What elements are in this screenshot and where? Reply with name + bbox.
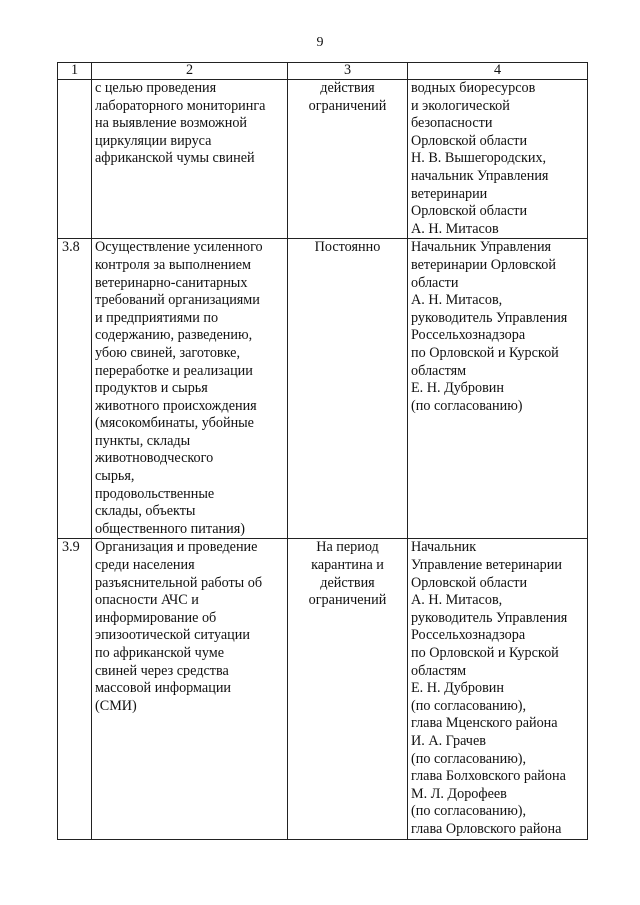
text-line: общественного питания) xyxy=(95,520,245,537)
text-line: глава Мценского района xyxy=(411,715,558,732)
text-line: Россельхознадзора xyxy=(411,327,526,344)
text-line: требований организациями xyxy=(95,292,260,309)
activity-cell xyxy=(92,80,288,239)
text-line: Начальник Управления xyxy=(411,239,552,256)
table-row xyxy=(58,539,588,839)
responsible-cell xyxy=(408,539,588,839)
text-line: ветеринарии xyxy=(411,185,488,202)
column-header: 1 xyxy=(58,63,92,80)
text-line: по африканской чуме xyxy=(95,645,224,661)
text-line: А. Н. Митасов, xyxy=(411,292,503,309)
text-line: разъяснительной работы об xyxy=(95,574,263,591)
text-line: опасности АЧС и xyxy=(95,592,199,609)
text-line: сырья, xyxy=(95,468,135,485)
text-line: и экологической xyxy=(411,97,510,114)
text-line: действия xyxy=(320,574,375,591)
text-line: убою свиней, заготовке, xyxy=(95,344,240,361)
item-number xyxy=(58,80,92,239)
text-line: (по согласованию), xyxy=(411,697,527,714)
text-line: Россельхознадзора xyxy=(411,627,526,644)
text-line: циркуляции вируса xyxy=(95,132,212,149)
column-header: 3 xyxy=(288,63,408,80)
text-line: областям xyxy=(411,362,467,379)
text-line: А. Н. Митасов, xyxy=(411,592,503,609)
text-line: М. Л. Дорофеев xyxy=(411,785,507,802)
text-line: начальник Управления xyxy=(411,167,549,184)
text-line: по Орловской и Курской xyxy=(411,344,559,361)
text-line: Н. В. Вышегородских, xyxy=(411,150,547,167)
text-line: продовольственные xyxy=(95,485,215,502)
text-line: Постоянно xyxy=(314,239,381,256)
text-line: ветеринарно-санитарных xyxy=(95,274,248,291)
text-line: содержанию, разведению, xyxy=(95,327,253,344)
text-line: пункты, склады xyxy=(95,432,191,449)
text-line: (мясокомбинаты, убойные xyxy=(95,415,254,432)
column-header: 4 xyxy=(408,63,588,80)
activity-cell xyxy=(92,539,288,839)
text-line: руководитель Управления xyxy=(411,609,568,626)
text-line: информирование об xyxy=(95,609,217,626)
text-line: Е. Н. Дубровин xyxy=(411,680,504,697)
text-line: продуктов и сырья xyxy=(95,380,208,397)
text-line: (по согласованию), xyxy=(411,803,527,820)
text-line: ограничений xyxy=(308,97,387,114)
item-number: 3.9 xyxy=(58,539,92,839)
text-line: А. Н. Митасов xyxy=(411,220,499,237)
text-line: свиней через средства xyxy=(95,662,229,679)
text-line: эпизоотической ситуации xyxy=(95,627,250,644)
text-line: области xyxy=(411,274,459,291)
table-row xyxy=(58,239,588,539)
text-line: африканской чумы свиней xyxy=(95,150,255,167)
text-line: И. А. Грачев xyxy=(411,732,486,749)
text-line: водных биоресурсов xyxy=(411,80,536,96)
page-number: 9 xyxy=(316,35,324,50)
text-line: На период xyxy=(316,539,379,556)
text-line: Орловской области xyxy=(411,132,528,149)
text-line: лабораторного мониторинга xyxy=(95,97,266,114)
text-line: глава Болховского района xyxy=(411,768,566,785)
activity-cell xyxy=(92,239,288,539)
table-row xyxy=(58,80,588,239)
text-line: животноводческого xyxy=(95,450,214,467)
text-line: безопасности xyxy=(411,115,493,132)
text-line: действия xyxy=(320,80,375,96)
text-line: на выявление возможной xyxy=(95,115,248,132)
text-line: массовой информации xyxy=(95,680,232,697)
text-line: (СМИ) xyxy=(95,697,137,714)
text-line: областям xyxy=(411,662,467,679)
text-line: животного происхождения xyxy=(95,397,257,414)
text-line: Управление ветеринарии xyxy=(411,557,562,574)
text-line: переработке и реализации xyxy=(95,362,253,379)
text-line: склады, объекты xyxy=(95,503,196,520)
term-cell xyxy=(288,539,408,839)
term-cell xyxy=(288,80,408,239)
text-line: Орловской области xyxy=(411,574,528,591)
table-header-row xyxy=(58,63,588,80)
responsible-cell xyxy=(408,80,588,239)
text-line: и предприятиями по xyxy=(95,309,219,326)
text-line: карантина и xyxy=(311,557,384,574)
term-cell xyxy=(288,239,408,539)
text-line: контроля за выполнением xyxy=(95,256,251,273)
text-line: руководитель Управления xyxy=(411,309,568,326)
text-line: Организация и проведение xyxy=(95,539,258,556)
text-line: с целью проведения xyxy=(95,80,217,96)
text-line: Орловской области xyxy=(411,203,528,220)
text-line: глава Орловского района xyxy=(411,820,562,837)
text-line: Осуществление усиленного xyxy=(95,239,263,256)
responsible-cell xyxy=(408,239,588,539)
measures-table xyxy=(57,62,588,840)
text-line: ограничений xyxy=(308,592,387,609)
text-line: (по согласованию), xyxy=(411,750,527,767)
item-number: 3.8 xyxy=(58,239,92,539)
text-line: по Орловской и Курской xyxy=(411,645,559,661)
text-line: среди населения xyxy=(95,557,195,574)
text-line: (по согласованию) xyxy=(411,397,523,414)
text-line: ветеринарии Орловской xyxy=(411,256,556,273)
column-header: 2 xyxy=(92,63,288,80)
text-line: Начальник xyxy=(411,539,477,556)
text-line: Е. Н. Дубровин xyxy=(411,380,504,397)
